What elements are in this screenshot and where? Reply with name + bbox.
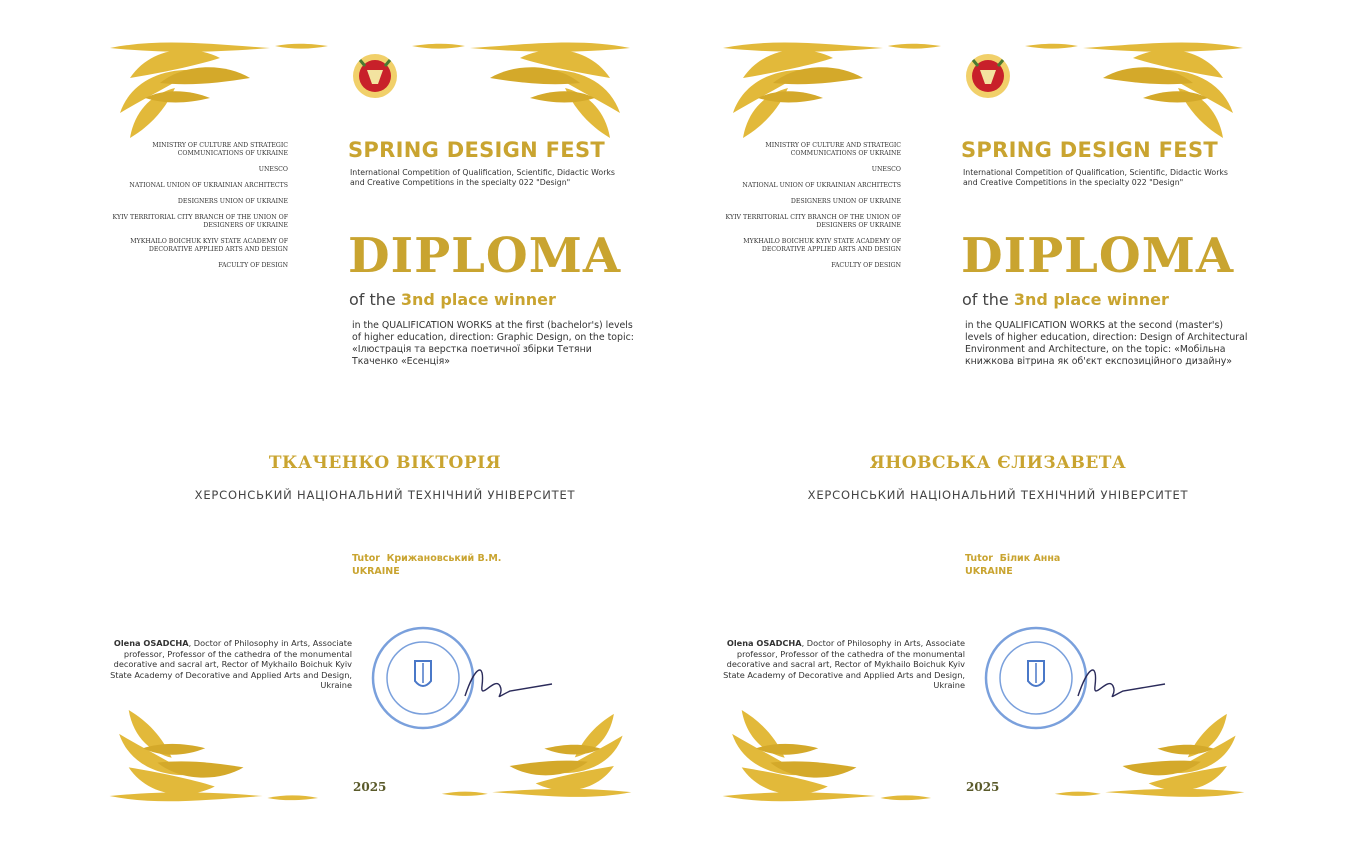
place-line bbox=[349, 290, 556, 309]
organizer: FACULTY OF DESIGN bbox=[831, 262, 901, 269]
organizer: UNESCO bbox=[871, 166, 901, 173]
fest-title: SPRING DESIGN FEST bbox=[961, 138, 1218, 162]
year: 2025 bbox=[966, 780, 1000, 794]
fest-title: SPRING DESIGN FEST bbox=[348, 138, 605, 162]
organizer: DESIGNERS UNION OF UKRAINE bbox=[177, 198, 288, 205]
winner-name: ТКАЧЕНКО ВІКТОРІЯ bbox=[268, 453, 502, 473]
organizer: UNESCO bbox=[258, 166, 288, 173]
signature-mark bbox=[1073, 656, 1168, 706]
year: 2025 bbox=[353, 780, 387, 794]
signatory-name: Olena OSADCHA bbox=[726, 638, 802, 648]
diploma-first bbox=[100, 38, 640, 808]
university-name: ХЕРСОНСЬКИЙ НАЦІОНАЛЬНИЙ ТЕХНІЧНИЙ УНІВЕРСИТЕТ bbox=[807, 488, 1189, 502]
academy-emblem-icon bbox=[350, 50, 400, 100]
tutor-block bbox=[965, 552, 1060, 578]
place-award: 3nd place winner bbox=[1013, 290, 1169, 309]
leaf-ornament-bottom-left bbox=[100, 698, 320, 808]
place-award: 3nd place winner bbox=[400, 290, 556, 309]
place-prefix: of the bbox=[962, 290, 1014, 309]
signatory-name: Olena OSADCHA bbox=[113, 638, 189, 648]
academy-emblem-icon bbox=[963, 50, 1013, 100]
organizer: MINISTRY OF CULTURE AND STRATEGIC COMMUNICATIONS OF UKRAINE bbox=[152, 142, 288, 157]
organizer: FACULTY OF DESIGN bbox=[218, 262, 288, 269]
work-description: in the QUALIFICATION WORKS at the second (master's) levels of higher education, direction: Design of Architectural Environment and Architecture, on the topic: «Мобільна книжкова вітрина як об'єкт експозиційного дизайну» bbox=[965, 320, 1248, 367]
organizer: MYKHAILO BOICHUK KYIV STATE ACADEMY OF DECORATIVE APPLIED ARTS AND DESIGN bbox=[743, 238, 901, 253]
tutor-label: Tutor bbox=[965, 553, 993, 564]
signatory-block bbox=[100, 638, 352, 691]
tutor-block bbox=[352, 552, 501, 578]
diploma-heading: DIPLOMA bbox=[348, 228, 622, 284]
competition-description: International Competition of Qualification, Scientific, Didactic Works and Creative Competitions in the specialty 022 "Design" bbox=[350, 168, 615, 187]
organizer: MINISTRY OF CULTURE AND STRATEGIC COMMUNICATIONS OF UKRAINE bbox=[765, 142, 901, 157]
leaf-ornament-top-left bbox=[100, 38, 330, 148]
leaf-ornament-bottom-left bbox=[713, 698, 933, 808]
signatory-title: , Doctor of Philosophy in Arts, Associate professor, Professor of the cathedra of the monumental decorative and sacral art, Rector of Mykhailo Boichuk Kyiv State Academy of Decorative and Applied Arts and Design, Ukraine bbox=[723, 638, 965, 690]
organizer: DESIGNERS UNION OF UKRAINE bbox=[790, 198, 901, 205]
signatory-block bbox=[713, 638, 965, 691]
place-line bbox=[962, 290, 1169, 309]
organizer: NATIONAL UNION OF UKRAINIAN ARCHITECTS bbox=[129, 182, 288, 189]
competition-description: International Competition of Qualification, Scientific, Didactic Works and Creative Competitions in the specialty 022 "Design" bbox=[963, 168, 1228, 187]
tutor-name: Крижановський В.М. bbox=[386, 553, 502, 564]
organizer: KYIV TERRITORIAL CITY BRANCH OF THE UNION OF DESIGNERS OF UKRAINE bbox=[725, 214, 901, 229]
diploma-heading: DIPLOMA bbox=[961, 228, 1235, 284]
tutor-name: Білик Анна bbox=[999, 553, 1061, 564]
signature-mark bbox=[460, 656, 555, 706]
leaf-ornament-top-right bbox=[410, 38, 640, 148]
country: UKRAINE bbox=[965, 566, 1013, 577]
winner-name: ЯНОВСЬКА ЄЛИЗАВЕТА bbox=[869, 453, 1127, 473]
work-description: in the QUALIFICATION WORKS at the first (bachelor's) levels of higher education, direction: Graphic Design, on the topic: «Ілюстрація та верстка поетичної збірки Тетяни Ткаченко «Есенція» bbox=[352, 320, 634, 367]
diploma-second bbox=[713, 38, 1253, 808]
organizers-list bbox=[100, 142, 288, 278]
tutor-label: Tutor bbox=[352, 553, 380, 564]
organizer: NATIONAL UNION OF UKRAINIAN ARCHITECTS bbox=[742, 182, 901, 189]
signatory-title: , Doctor of Philosophy in Arts, Associate professor, Professor of the cathedra of the monumental decorative and sacral art, Rector of Mykhailo Boichuk Kyiv State Academy of Decorative and Applied Arts and Design, Ukraine bbox=[110, 638, 352, 690]
place-prefix: of the bbox=[349, 290, 401, 309]
university-name: ХЕРСОНСЬКИЙ НАЦІОНАЛЬНИЙ ТЕХНІЧНИЙ УНІВЕРСИТЕТ bbox=[194, 488, 576, 502]
leaf-ornament-top-left bbox=[713, 38, 943, 148]
organizer: KYIV TERRITORIAL CITY BRANCH OF THE UNION OF DESIGNERS OF UKRAINE bbox=[112, 214, 288, 229]
organizer: MYKHAILO BOICHUK KYIV STATE ACADEMY OF DECORATIVE APPLIED ARTS AND DESIGN bbox=[130, 238, 288, 253]
leaf-ornament-top-right bbox=[1023, 38, 1253, 148]
organizers-list bbox=[713, 142, 901, 278]
country: UKRAINE bbox=[352, 566, 400, 577]
